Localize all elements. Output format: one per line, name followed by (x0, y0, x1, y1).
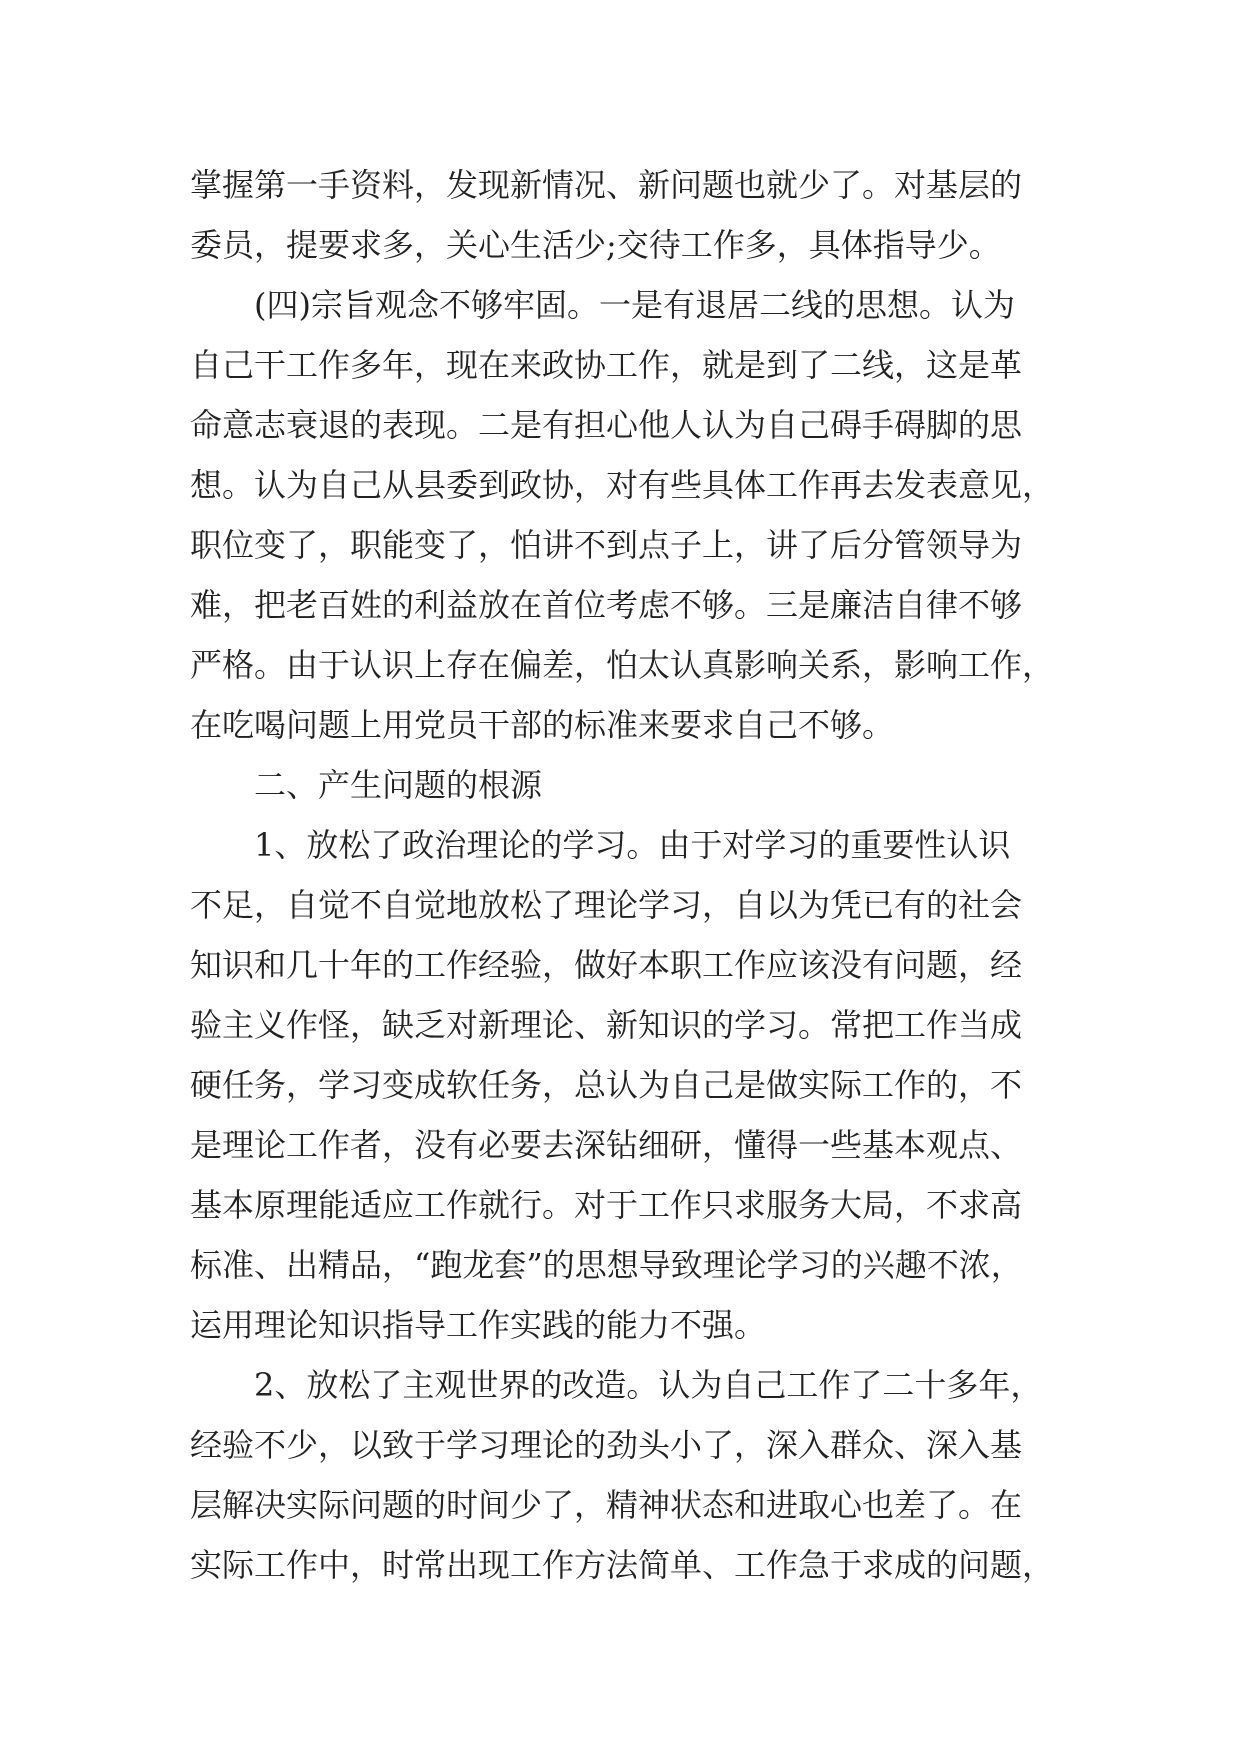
text-line: 经验不少，以致于学习理论的劲头小了，深入群众、深入基 (190, 1426, 1023, 1464)
text-line: 是理论工作者，没有必要去深钻细研，懂得一些基本观点、 (190, 1126, 1023, 1164)
text-line: 想。认为自己从县委到政协，对有些具体工作再去发表意见， (190, 466, 1055, 504)
text-line: 掌握第一手资料，发现新情况、新问题也就少了。对基层的 (190, 166, 1023, 204)
text-line: 实际工作中，时常出现工作方法简单、工作急于求成的问题， (190, 1546, 1055, 1584)
text-line: 基本原理能适应工作就行。对于工作只求服务大局，不求高 (190, 1186, 1023, 1224)
text-line: 2、放松了主观世界的改造。认为自己工作了二十多年， (190, 1366, 1043, 1404)
text-line: 在吃喝问题上用党员干部的标准来要求自己不够。 (190, 706, 895, 744)
text-line: 标准、出精品，“跑龙套”的思想导致理论学习的兴趣不浓， (190, 1246, 1023, 1284)
body-text (190, 155, 1060, 1595)
text-line: 命意志衰退的表现。二是有担心他人认为自己碍手碍脚的思 (190, 406, 1023, 444)
text-line: 不足，自觉不自觉地放松了理论学习，自以为凭已有的社会 (190, 886, 1023, 924)
text-line: 验主义作怪，缺乏对新理论、新知识的学习。常把工作当成 (190, 1006, 1023, 1044)
text-line: 委员，提要求多，关心生活少;交待工作多，具体指导少。 (190, 226, 1001, 264)
text-line: 难，把老百姓的利益放在首位考虑不够。三是廉洁自律不够 (190, 586, 1023, 624)
text-line: 严格。由于认识上存在偏差，怕太认真影响关系，影响工作， (190, 646, 1055, 684)
text-line: 职位变了，职能变了，怕讲不到点子上，讲了后分管领导为 (190, 526, 1023, 564)
text-line: (四)宗旨观念不够牢固。一是有退居二线的思想。认为 (190, 286, 1015, 324)
text-line: 硬任务，学习变成软任务，总认为自己是做实际工作的，不 (190, 1066, 1023, 1104)
text-line: 运用理论知识指导工作实践的能力不强。 (190, 1306, 767, 1344)
text-line: 知识和几十年的工作经验，做好本职工作应该没有问题，经 (190, 946, 1023, 984)
text-line: 层解决实际问题的时间少了，精神状态和进取心也差了。在 (190, 1486, 1023, 1524)
section-heading: 二、产生问题的根源 (190, 766, 543, 804)
text-line: 1、放松了政治理论的学习。由于对学习的重要性认识 (190, 826, 1011, 864)
text-line: 自己干工作多年，现在来政协工作，就是到了二线，这是革 (190, 346, 1023, 384)
